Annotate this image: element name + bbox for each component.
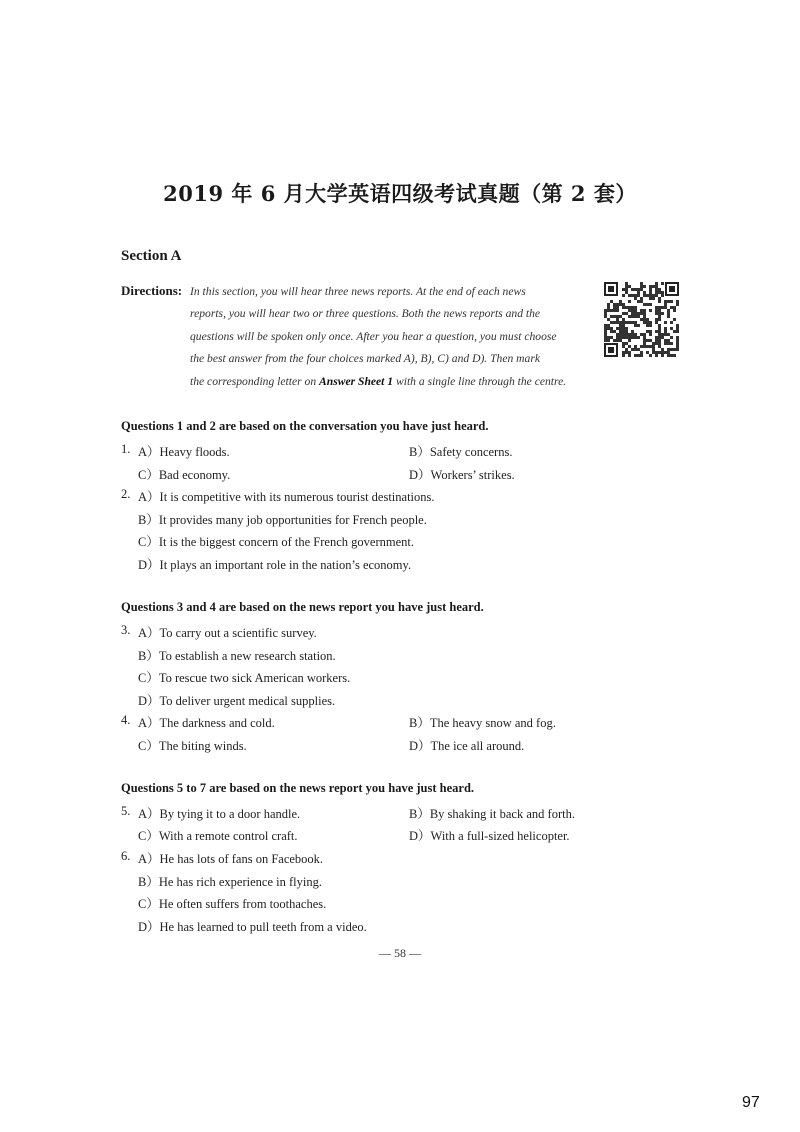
section-heading: Section A [121,248,182,264]
q4-option-b: B）The heavy snow and fog. [409,716,556,730]
question-number-3: 3. [121,623,131,637]
q2-option-b: B）It provides many job opportunities for French people. [138,513,427,527]
directions-line-5 [190,375,566,388]
q4-option-d: D）The ice all around. [409,739,525,753]
question-group-header-3: Questions 5 to 7 are based on the news report you have just heard. [121,781,475,795]
q2-option-c: C）It is the biggest concern of the French government. [138,535,414,549]
question-group-header-2: Questions 3 and 4 are based on the news report you have just heard. [121,600,484,614]
answer-sheet-term: Answer Sheet 1 [319,375,394,388]
directions-line-1: In this section, you will hear three news reports. At the end of each news [190,285,526,298]
directions-line-5-post: with a single line through the centre. [393,375,567,388]
q6-option-a: A）He has lots of fans on Facebook. [138,852,324,866]
directions-label: Directions: [121,283,183,298]
question-number-1: 1. [121,442,131,456]
q6-option-b: B）He has rich experience in flying. [138,875,322,889]
question-number-5: 5. [121,804,131,818]
directions-line-2: reports, you will hear two or three questions. Both the news reports and the [190,307,541,320]
q3-option-c: C）To rescue two sick American workers. [138,671,351,685]
directions-line-5-pre: the corresponding letter on [190,375,320,388]
q5-option-d: D）With a full-sized helicopter. [409,829,570,843]
page-number: — 58 — [379,946,421,960]
q1-option-a: A）Heavy floods. [138,445,230,459]
question-number-2: 2. [121,487,131,501]
q2-option-d: D）It plays an important role in the nation’s economy. [138,558,412,572]
q5-option-a: A）By tying it to a door handle. [138,807,301,821]
q6-option-d: D）He has learned to pull teeth from a video. [138,920,367,934]
q4-option-c: C）The biting winds. [138,739,247,753]
q5-option-b: B）By shaking it back and forth. [409,807,575,821]
q2-option-a: A）It is competitive with its numerous tourist destinations. [138,490,435,504]
q3-option-a: A）To carry out a scientific survey. [138,626,317,640]
q4-option-a: A）The darkness and cold. [138,716,275,730]
question-number-6: 6. [121,849,131,863]
q5-option-c: C）With a remote control craft. [138,829,298,843]
page-title: 2019 年 6 月大学英语四级考试真题（第 2 套） [163,181,637,206]
question-number-4: 4. [121,713,131,727]
directions-line-3: questions will be spoken only once. After you hear a question, you must choose [190,330,557,343]
q6-option-c: C）He often suffers from toothaches. [138,897,327,911]
q1-option-b: B）Safety concerns. [409,445,513,459]
question-group-header-1: Questions 1 and 2 are based on the conversation you have just heard. [121,419,489,433]
directions-line-4: the best answer from the four choices marked A), B), C) and D). Then mark [190,352,541,365]
q3-option-d: D）To deliver urgent medical supplies. [138,694,336,708]
q3-option-b: B）To establish a new research station. [138,649,336,663]
q1-option-d: D）Workers’ strikes. [409,468,515,482]
qr-code-icon [603,281,680,358]
q1-option-c: C）Bad economy. [138,468,231,482]
corner-page-number: 97 [742,1094,760,1111]
